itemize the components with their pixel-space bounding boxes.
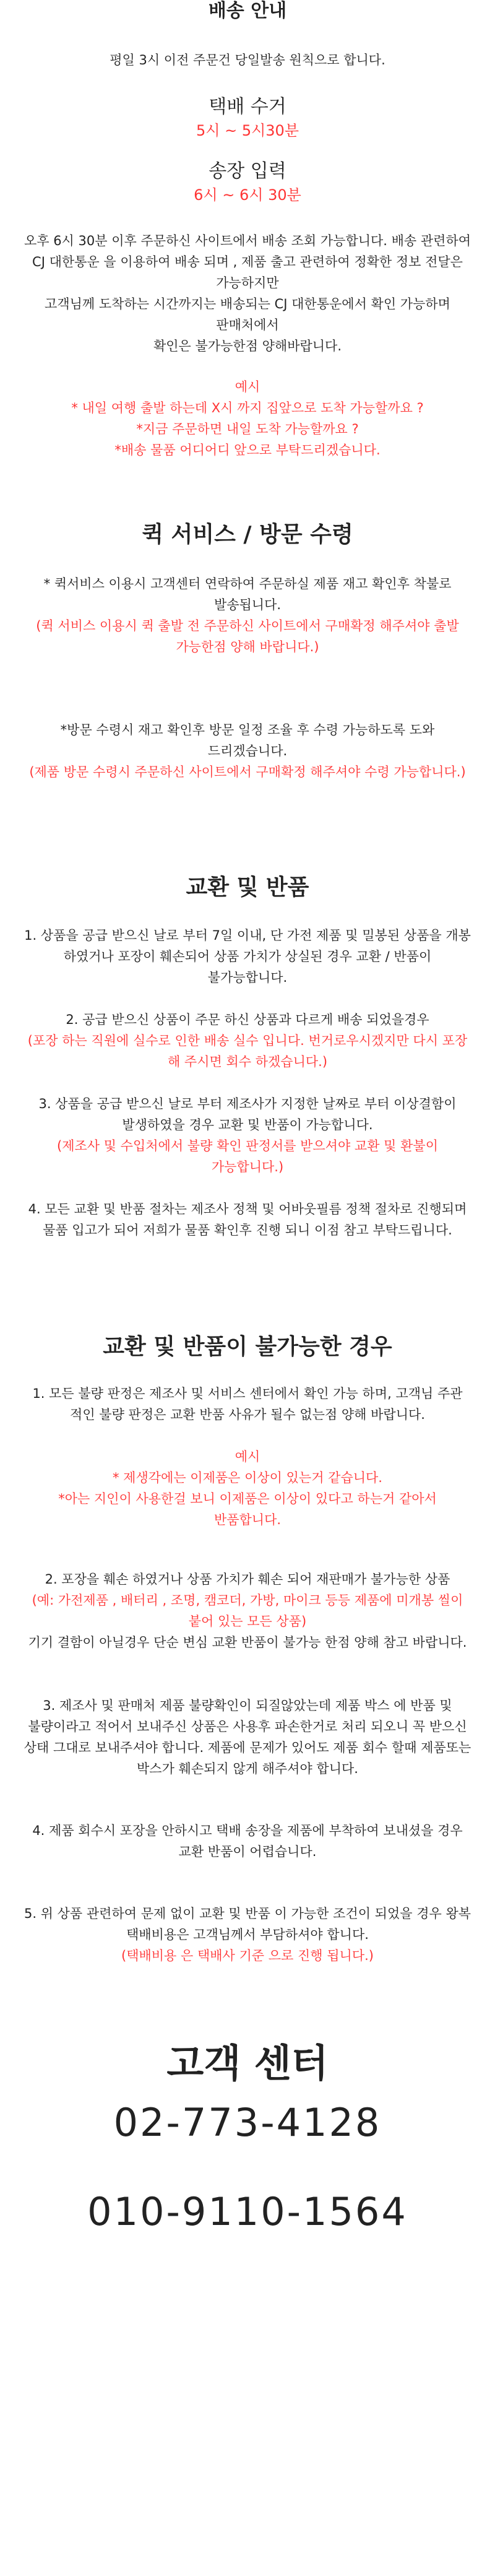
nonreturn-item-3: 3. 제조사 및 판매처 제품 불량확인이 되질않았는데 제품 박스 에 반품 및: [43, 1698, 452, 1713]
returns-item-1: 1. 상품을 공급 받으신 날로 부터 7일 이내, 단 가전 제품 및 밀봉된 상품을 개봉: [24, 928, 471, 943]
delivery-body-line: CJ 대한통운 을 이용하여 배송 되며 , 제품 출고 관련하여 정확한 정보 전달은: [32, 254, 463, 269]
quick-section: [0, 461, 495, 783]
delivery-section: [0, 0, 495, 461]
pickup-title: 택배 수거: [209, 96, 286, 118]
nonreturn-item-4: 교환 반품이 어렵습니다.: [178, 1844, 317, 1859]
customer-center-phone[interactable]: 02-773-4128: [113, 2100, 382, 2145]
customer-center-mobile[interactable]: 010-9110-1564: [87, 2189, 408, 2234]
quick-note: 가능한점 양해 바랍니다.): [176, 640, 319, 654]
quick-text: 발송됩니다.: [213, 597, 282, 612]
quick-text: * 퀵서비스 이용시 고객센터 연락하여 주문하실 제품 재고 확인후 착불로: [43, 576, 452, 591]
returns-section: [0, 783, 495, 1241]
quick-title: 퀵 서비스 / 방문 수령: [142, 522, 353, 547]
returns-title: 교환 및 반품: [186, 875, 309, 900]
nonreturn-item-5-note: (택배비용 은 택배사 기준 으로 진행 됩니다.): [121, 1948, 374, 1963]
nonreturn-item-5: 택배비용은 고객님께서 부담하셔야 합니다.: [126, 1927, 369, 1942]
returns-item-3: 발생하였을 경우 교환 및 반품이 가능합니다.: [122, 1117, 373, 1132]
delivery-example-label: 예시: [235, 379, 260, 394]
nonreturn-item-1: 1. 모든 불량 판정은 제조사 및 서비스 센터에서 확인 가능 하며, 고객님 주관: [32, 1386, 463, 1401]
delivery-notice: 평일 3시 이전 주문건 당일발송 원칙으로 합니다.: [110, 53, 385, 67]
delivery-title: 배송 안내: [208, 0, 287, 22]
pickup-time: 5시 ~ 5시30분: [196, 122, 299, 139]
visit-text: *방문 수령시 재고 확인후 방문 일정 조율 후 수령 가능하도록 도와: [60, 722, 435, 737]
nonreturn-example: * 제생각에는 이제품은 이상이 있는거 같습니다.: [113, 1470, 382, 1485]
customer-center-title: 고객 센터: [166, 2040, 329, 2086]
nonreturn-item-2: 2. 포장을 훼손 하였거나 상품 가치가 훼손 되어 재판매가 불가능한 상품: [45, 1572, 450, 1587]
returns-item-1: 불가능합니다.: [207, 970, 288, 985]
nonreturn-item-3: 박스가 훼손되지 않게 해주셔야 합니다.: [137, 1761, 358, 1776]
returns-item-4: 4. 모든 교환 및 반품 절차는 제조사 정책 및 어바웃필름 정책 절차로 진행되며: [28, 1202, 467, 1216]
nonreturn-item-2-extra: 기기 결함이 아닐경우 단순 변심 교환 반품이 불가능 한점 양해 참고 바랍니다.: [28, 1635, 467, 1650]
nonreturn-example-label: 예시: [235, 1449, 260, 1464]
nonreturn-item-1: 적인 불량 판정은 교환 반품 사유가 될수 없는점 양해 바랍니다.: [70, 1407, 425, 1422]
nonreturn-example: 반품합니다.: [213, 1512, 282, 1527]
returns-item-3-note: (제조사 및 수입처에서 불량 확인 판정서를 받으셔야 교환 및 환불이: [57, 1138, 438, 1153]
delivery-example: *배송 물품 어디어디 앞으로 부탁드리겠습니다.: [114, 443, 381, 458]
nonreturn-item-2-note: (예: 가전제품 , 배터리 , 조명, 캠코더, 가방, 마이크 등등 제품에 미개봉 씰이: [32, 1593, 463, 1608]
returns-item-2: 2. 공급 받으신 상품이 주문 하신 상품과 다르게 배송 되었을경우: [66, 1012, 429, 1027]
returns-item-1: 하였거나 포장이 훼손되어 상품 가치가 상실된 경우 교환 / 반품이: [63, 949, 432, 964]
visit-note: (제품 방문 수령시 주문하신 사이트에서 구매확정 해주셔야 수령 가능합니다.): [29, 765, 466, 779]
quick-note: (퀵 서비스 이용시 퀵 출발 전 주문하신 사이트에서 구매확정 해주셔야 출발: [36, 618, 459, 633]
delivery-body-line: 가능하지만: [216, 275, 279, 290]
nonreturn-item-4: 4. 제품 회수시 포장을 안하시고 택배 송장을 제품에 부착하여 보내셨을 경우: [32, 1823, 463, 1838]
customer-center-section: [0, 1966, 495, 2236]
ship-title: 송장 입력: [209, 160, 286, 182]
ship-time: 6시 ~ 6시 30분: [194, 186, 301, 204]
visit-text: 드리겠습니다.: [207, 744, 288, 758]
delivery-body-line: 판매처에서: [216, 318, 279, 332]
nonreturn-item-5: 5. 위 상품 관련하여 문제 없이 교환 및 반품 이 가능한 조건이 되었을 경우 왕복: [24, 1906, 471, 1921]
delivery-example: *지금 주문하면 내일 도착 가능할까요 ?: [136, 422, 359, 436]
delivery-body-line: 오후 6시 30분 이후 주문하신 사이트에서 배송 조회 가능합니다. 배송 관련하여: [24, 233, 471, 248]
nonreturn-item-3: 불량이라고 적어서 보내주신 상품은 사용후 파손한거로 처리 되오니 꼭 받으신: [28, 1719, 467, 1734]
nonreturn-item-2-note: 붙어 있는 모든 상품): [188, 1614, 307, 1629]
returns-item-2-note: 해 주시면 회수 하겠습니다.): [167, 1054, 328, 1069]
nonreturn-item-3: 상태 그대로 보내주셔야 합니다. 제품에 문제가 있어도 제품 회수 할때 제품또는: [24, 1740, 471, 1755]
nonreturn-example: *아는 지인이 사용한걸 보니 이제품은 이상이 있다고 하는거 같아서: [58, 1491, 437, 1506]
nonreturn-section: [0, 1241, 495, 1966]
nonreturn-title: 교환 및 반품이 불가능한 경우: [103, 1334, 392, 1360]
delivery-body-line: 고객님께 도착하는 시간까지는 배송되는 CJ 대한통운에서 확인 가능하며: [45, 297, 450, 311]
returns-item-3-note: 가능합니다.): [211, 1160, 284, 1174]
delivery-example: * 내일 여행 출발 하는데 X시 까지 집앞으로 도착 가능할까요 ?: [71, 401, 424, 415]
delivery-body-line: 확인은 불가능한점 양해바랍니다.: [153, 339, 342, 353]
returns-item-2-note: (포장 하는 직원에 실수로 인한 배송 실수 입니다. 번거로우시겠지만 다시 포장: [27, 1033, 468, 1048]
returns-item-3: 3. 상품을 공급 받으신 날로 부터 제조사가 지정한 날짜로 부터 이상결함이: [38, 1096, 457, 1111]
returns-item-4: 물품 입고가 되어 저희가 물품 확인후 진행 되니 이점 참고 부탁드립니다.: [43, 1223, 452, 1238]
